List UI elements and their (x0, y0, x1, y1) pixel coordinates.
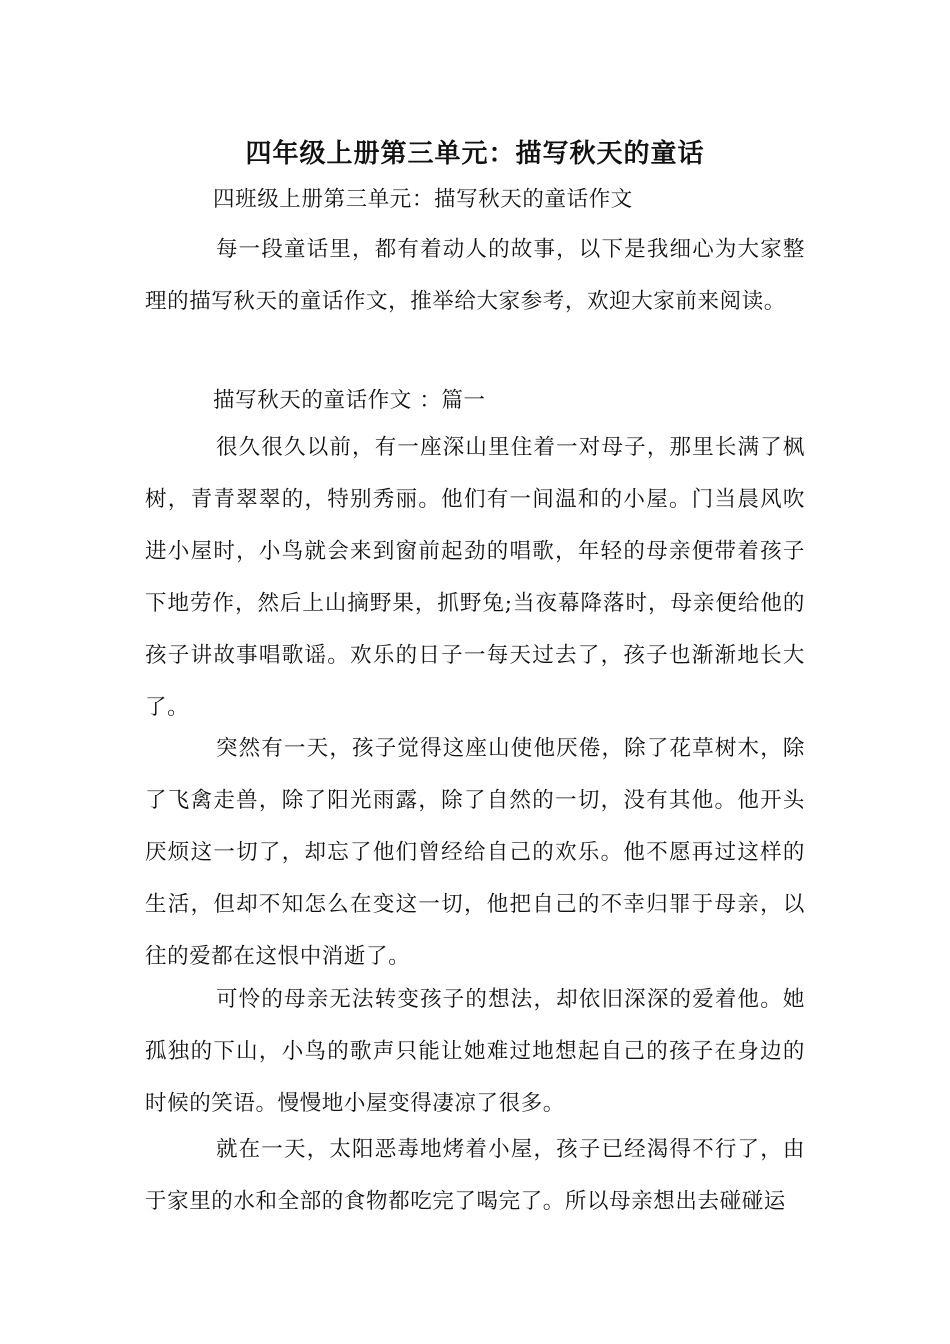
document-subtitle: 四班级上册第三单元：描写秋天的童话作文 (213, 187, 633, 212)
document-title: 四年级上册第三单元：描写秋天的童话 (245, 139, 705, 169)
story-paragraph: 就在一天，太阳恶毒地烤着小屋，孩子已经渴得不行了，由于家里的水和全部的食物都吃完了喝完了。所以母亲想出去碰碰运 (145, 1137, 805, 1214)
story-paragraph: 突然有一天，孩子觉得这座山使他厌倦，除了花草树木，除了飞禽走兽，除了阳光雨露，除了自然的一切，没有其他。他开头厌烦这一切了，却忘了他们曾经给自己的欢乐。他不愿再过这样的生活，但却不知怎么在变这一切，他把自己的不幸归罪于母亲，以往的爱都在这恨中消逝了。 (145, 736, 805, 969)
story-paragraph: 可怜的母亲无法转变孩子的想法，却依旧深深的爱着他。她孤独的下山，小鸟的歌声只能让她难过地想起自己的孩子在身边的时候的笑语。慢慢地小屋变得凄凉了很多。 (145, 987, 805, 1116)
intro-paragraph: 每一段童话里，都有着动人的故事，以下是我细心为大家整理的描写秋天的童话作文，推举给大家参考，欢迎大家前来阅读。 (145, 237, 805, 314)
story-paragraph: 很久很久以前，有一座深山里住着一对母子，那里长满了枫树，青青翠翠的，特别秀丽。他们有一间温和的小屋。门当晨风吹进小屋时，小鸟就会来到窗前起劲的唱歌，年轻的母亲便带着孩子下地劳作，然后上山摘野果，抓野兔;当夜幕降落时，母亲便给他的孩子讲故事唱歌谣。欢乐的日子一每天过去了，孩子也渐渐地长大了。 (145, 435, 805, 720)
section-heading: 描写秋天的童话作文 ：篇一 (213, 388, 486, 413)
